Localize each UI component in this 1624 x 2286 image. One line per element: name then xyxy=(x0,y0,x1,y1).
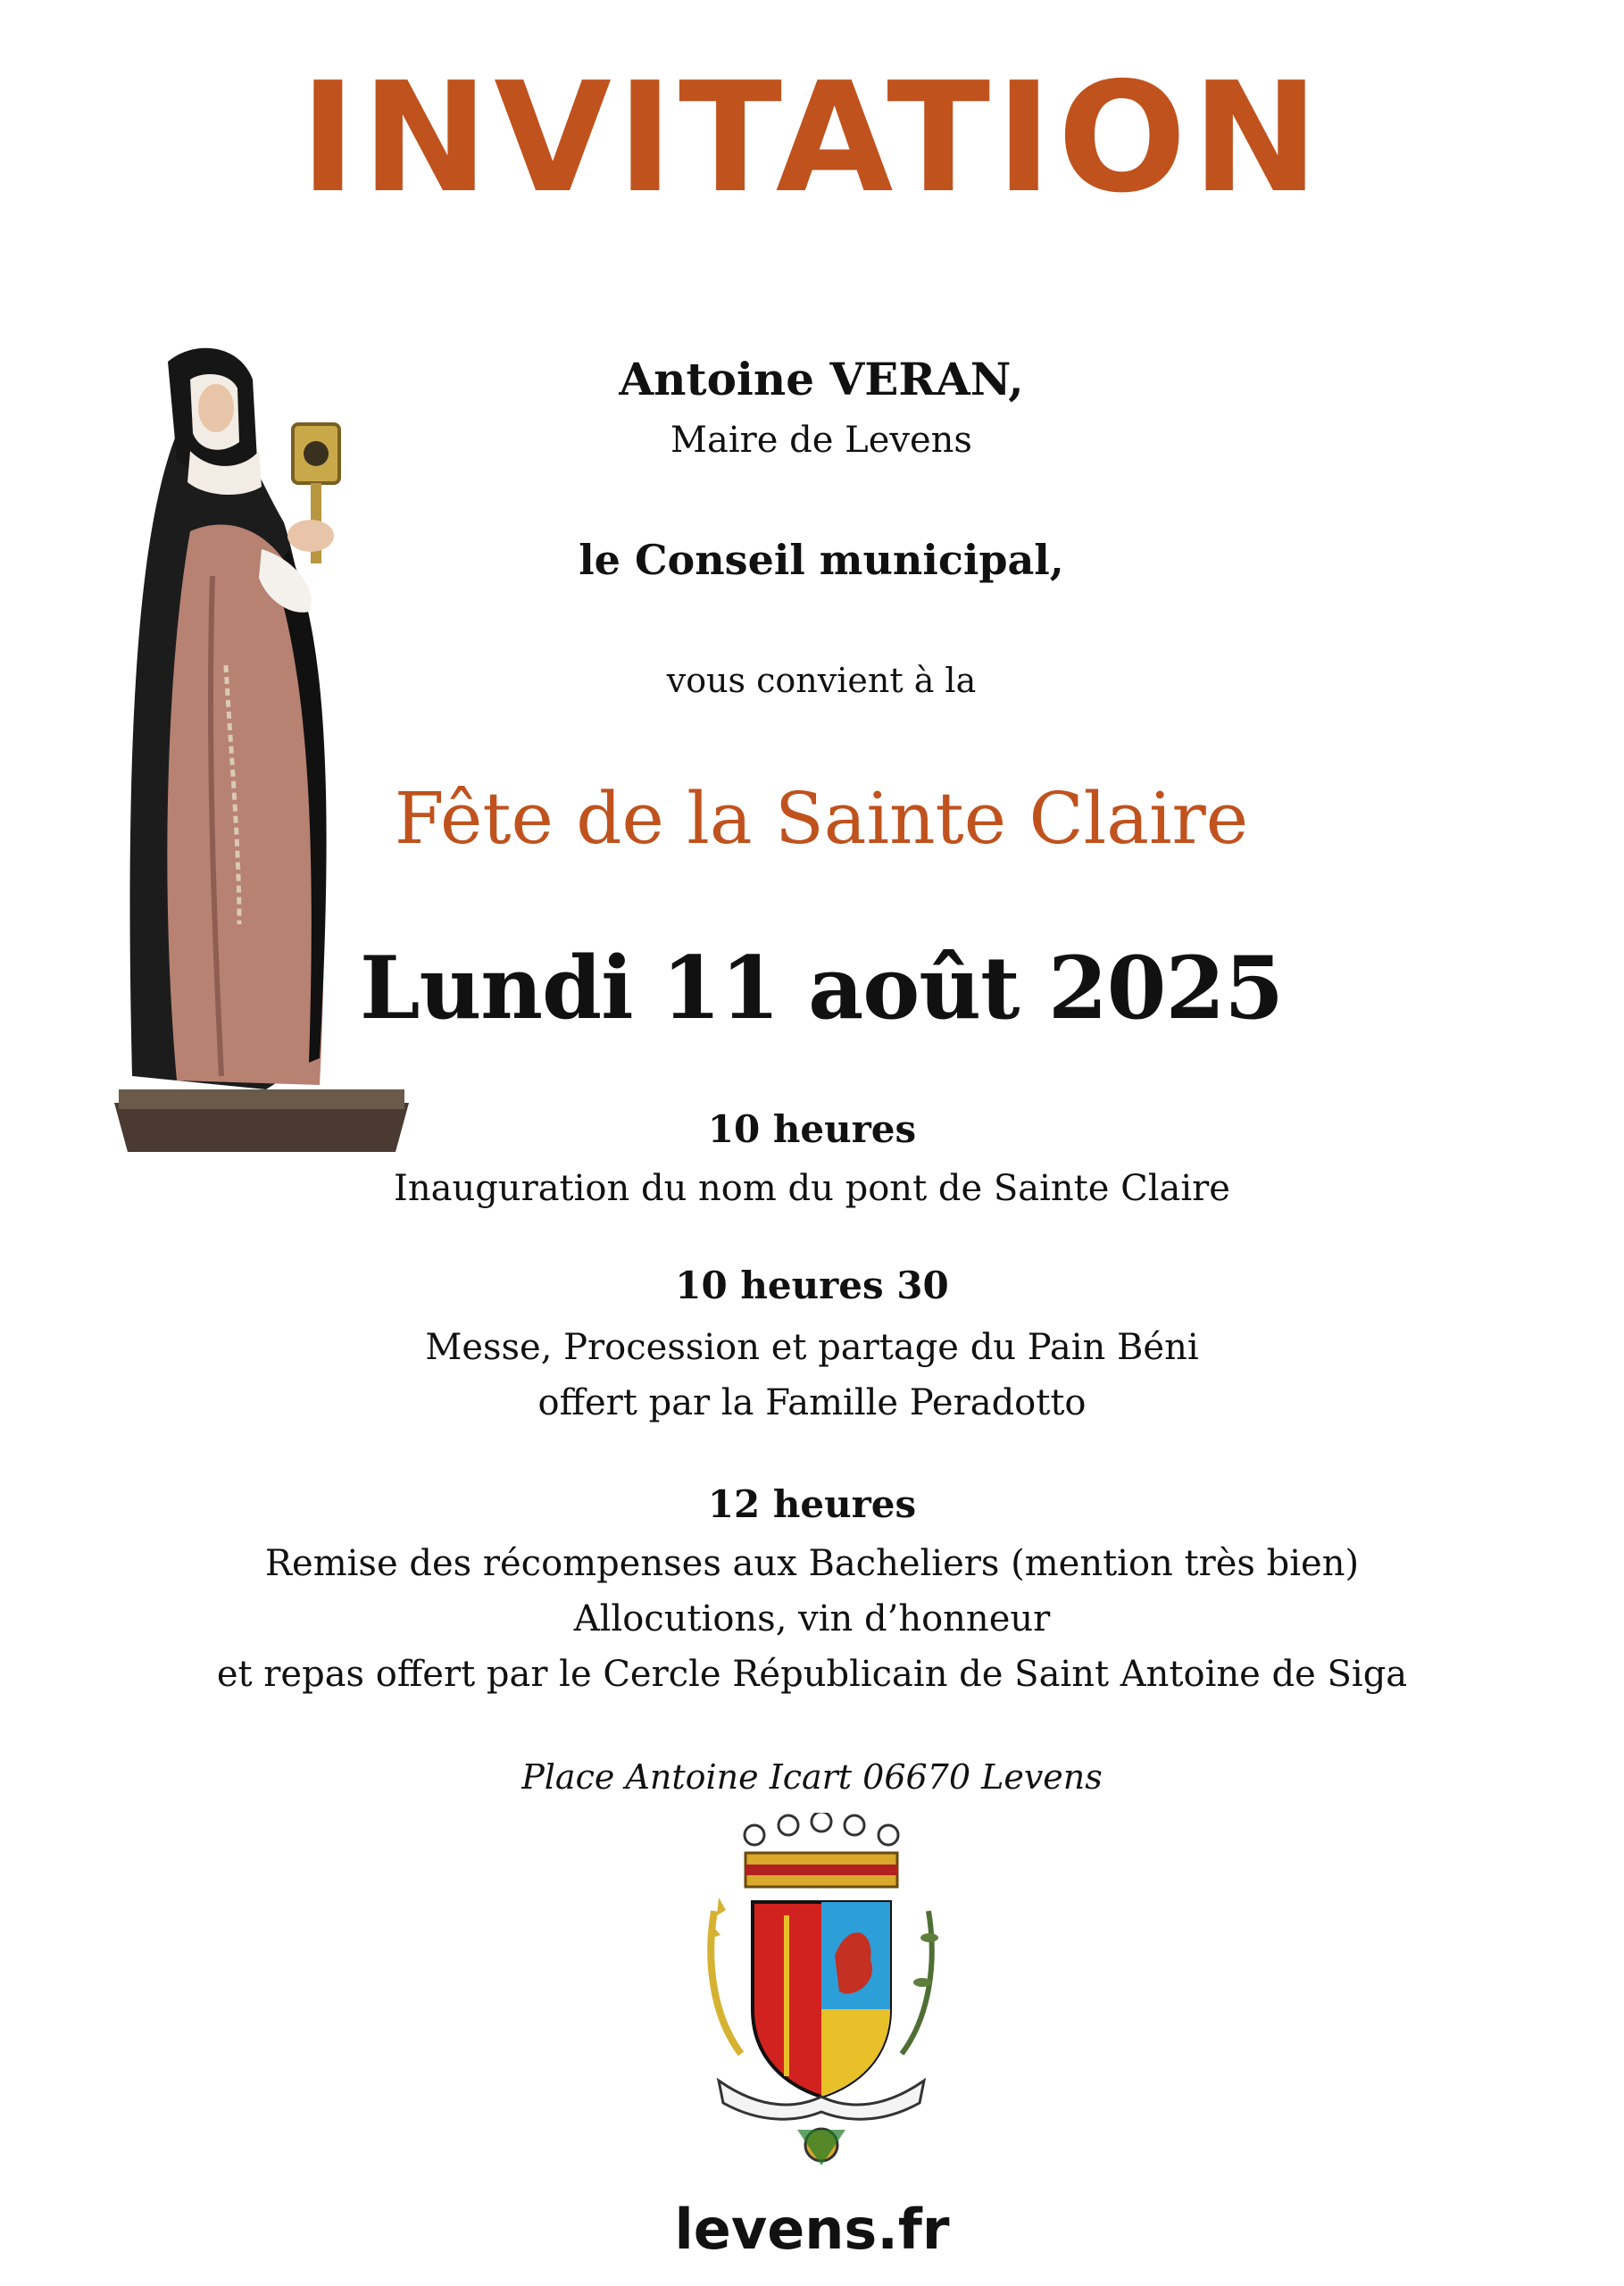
schedule-line: offert par la Famille Peradotto xyxy=(537,1382,1087,1423)
schedule-line: Allocutions, vin d’honneur xyxy=(573,1598,1051,1639)
schedule-line: Messe, Procession et partage du Pain Béni xyxy=(425,1327,1199,1368)
schedule-time: 12 heures xyxy=(707,1482,917,1526)
schedule-description xyxy=(0,1536,1624,1702)
schedule-description xyxy=(0,1161,1624,1216)
levens-coat-of-arms-logo xyxy=(692,1813,951,2183)
invitation-title: INVITATION xyxy=(299,50,1325,227)
schedule-line: Remise des récompenses aux Bacheliers (mention très bien) xyxy=(264,1543,1360,1584)
schedule-description xyxy=(0,1320,1624,1431)
host-role: Maire de Levens xyxy=(670,420,972,461)
event-date: Lundi 11 août 2025 xyxy=(359,938,1284,1039)
council-text: le Conseil municipal, xyxy=(579,536,1064,584)
event-name: Fête de la Sainte Claire xyxy=(394,777,1249,860)
website-link[interactable]: levens.fr xyxy=(674,2197,950,2262)
schedule-line: Inauguration du nom du pont de Sainte Claire xyxy=(394,1168,1230,1209)
invitation-phrase: vous convient à la xyxy=(666,661,977,700)
schedule-time: 10 heures 30 xyxy=(675,1264,949,1307)
host-name: Antoine VERAN, xyxy=(619,353,1024,405)
schedule-time: 10 heures xyxy=(707,1107,917,1151)
event-address: Place Antoine Icart 06670 Levens xyxy=(521,1757,1103,1797)
schedule-line: et repas offert par le Cercle Républicain de Saint Antoine de Siga xyxy=(216,1654,1408,1695)
